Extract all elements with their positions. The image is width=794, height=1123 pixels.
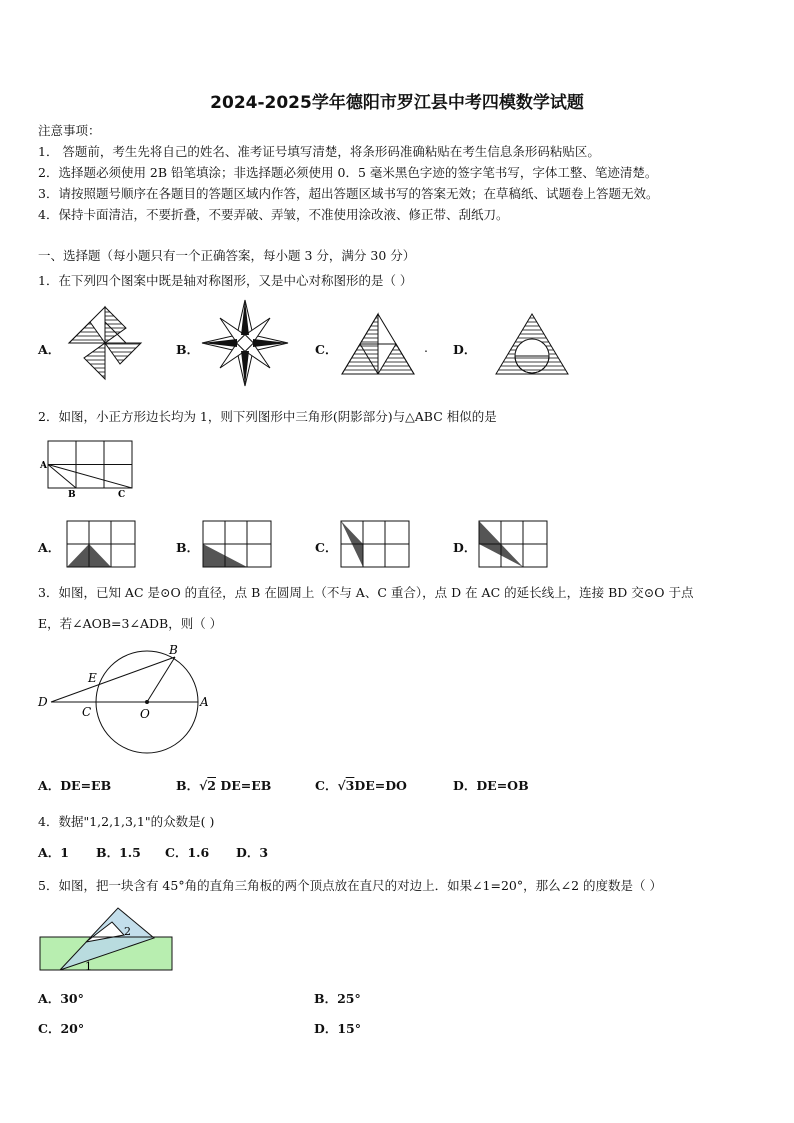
notice-heading: 注意事项：	[38, 123, 101, 138]
q1-figure-c-triangle	[340, 312, 416, 376]
q2-option-d: D．	[453, 540, 477, 555]
q4-option-b: B．1.5	[96, 845, 141, 860]
q3-label-d: D	[38, 695, 48, 709]
q3-label-o: O	[140, 707, 150, 721]
notice-item: 2．选择题必须使用 2B 铅笔填涂；非选择题必须使用 0．5 毫米黑色字迹的签字笔书写，字体工整、笔迹清楚。	[38, 165, 658, 180]
page-title: 2024-2025学年德阳市罗江县中考四模数学试题	[210, 93, 584, 113]
q5-angle-2-label: 2	[124, 925, 131, 938]
question-1-stem: 1．在下列四个图案中既是轴对称图形，又是中心对称图形的是（ ）	[38, 273, 413, 288]
q2-reference-grid	[38, 438, 138, 500]
q3-option-d: D．DE=OB	[453, 778, 529, 793]
q3-label-a: A	[200, 695, 209, 709]
q2-label-b: B	[68, 490, 76, 500]
question-4-stem: 4．数据"1,2,1,3,1"的众数是( )	[38, 814, 215, 829]
q2-label-a: A	[40, 461, 47, 471]
q2-figure-b	[200, 518, 274, 570]
q4-option-d: D．3	[236, 845, 269, 860]
q3-circle-figure	[36, 640, 212, 756]
q5-option-a: A．30°	[38, 991, 84, 1006]
q1-option-d: D．	[453, 342, 477, 357]
q1-figure-d-triangle-circle	[494, 312, 570, 376]
notice-item: 4．保持卡面清洁，不要折叠，不要弄破、弄皱，不准使用涂改液、修正带、刮纸刀。	[38, 207, 509, 222]
q5-angle-1-label: 1	[85, 960, 92, 973]
question-2-stem: 2．如图，小正方形边长均为 1，则下列图形中三角形(阴影部分)与△ABC 相似的是	[38, 409, 497, 424]
q4-option-a: A．1	[38, 845, 69, 860]
q2-option-c: C．	[315, 540, 338, 555]
notice-item: 1． 答题前，考生先将自己的姓名、准考证号填写清楚，将条形码准确粘贴在考生信息条形码粘贴区。	[38, 144, 600, 159]
q2-label-c: C	[118, 490, 126, 500]
q2-figure-d	[476, 518, 550, 570]
q4-option-c: C．1.6	[165, 845, 210, 860]
q2-figure-c	[338, 518, 412, 570]
q3-option-c: C．√3DE=DO	[315, 778, 407, 793]
q5-option-c: C．20°	[38, 1021, 85, 1036]
q1-figure-a-pinwheel	[64, 302, 146, 384]
q3-label-e: E	[88, 671, 97, 685]
q3-label-c: C	[82, 705, 92, 719]
q1-option-c: C．	[315, 342, 338, 357]
q3-option-a: A．DE=EB	[38, 778, 112, 793]
section-heading: 一、选择题（每小题只有一个正确答案，每小题 3 分，满分 30 分）	[38, 248, 416, 263]
question-3-stem-line2: E，若∠AOB=3∠ADB，则（ ）	[38, 616, 223, 631]
q2-option-b: B．	[176, 540, 200, 555]
q3-label-b: B	[169, 643, 178, 657]
q5-option-d: D．15°	[314, 1021, 361, 1036]
q1-figure-b-star	[200, 298, 290, 388]
q5-option-b: B．25°	[314, 991, 361, 1006]
question-5-stem: 5．如图，把一块含有 45°角的直角三角板的两个顶点放在直尺的对边上．如果∠1=20°，那么∠2 的度数是（ ）	[38, 878, 663, 893]
q5-ruler-triangle-figure	[38, 904, 178, 974]
notice-item: 3．请按照题号顺序在各题目的答题区域内作答，超出答题区域书写的答案无效；在草稿纸、试题卷上答题无效。	[38, 186, 659, 201]
q1-option-b: B．	[176, 342, 200, 357]
q3-option-b: B．√2 DE=EB	[176, 778, 272, 793]
q2-figure-a	[64, 518, 138, 570]
q1-separator-dot: .	[424, 340, 428, 355]
question-3-stem-line1: 3．如图，已知 AC 是⊙O 的直径，点 B 在圆周上（不与 A、C 重合），点 D 在 AC 的延长线上，连接 BD 交⊙O 于点	[38, 585, 694, 600]
q1-option-a: A．	[38, 342, 61, 357]
q2-option-a: A．	[38, 540, 61, 555]
